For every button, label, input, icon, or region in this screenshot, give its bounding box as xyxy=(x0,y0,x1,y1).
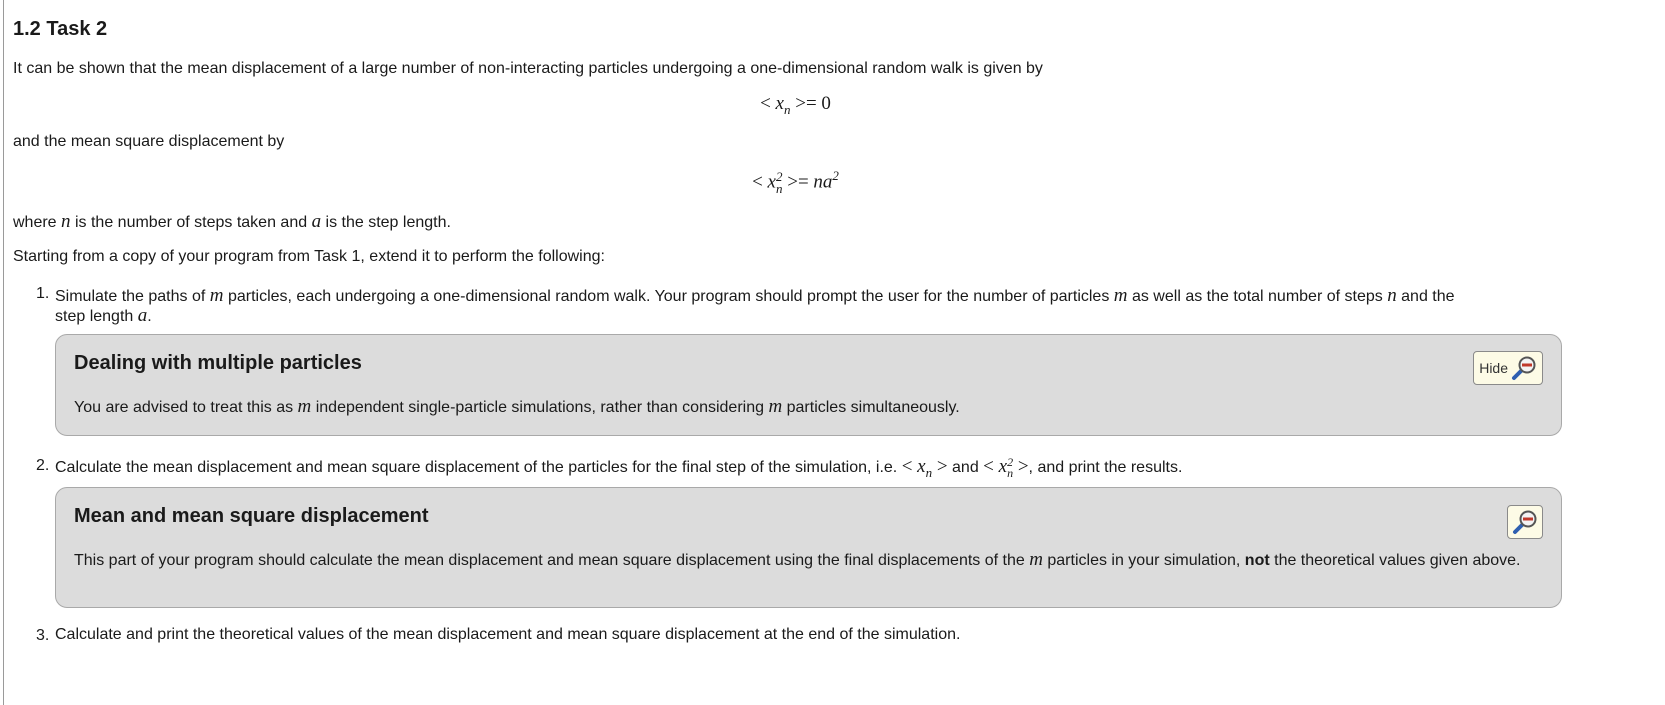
step-2-number: 2. xyxy=(36,457,50,474)
hide-toggle-label: Hide xyxy=(1479,360,1508,376)
equation-mean-displacement: < $x_n >= 0$ xyxy=(760,93,831,117)
mean-square-intro: and the mean square displacement by xyxy=(13,133,285,150)
info-box-title: Mean and mean square displacement xyxy=(74,505,429,527)
show-toggle-button[interactable] xyxy=(1507,505,1543,539)
info-box-title: Dealing with multiple particles xyxy=(74,352,362,374)
info-box-mean-square xyxy=(55,487,1562,608)
info-box-body: This part of your program should calculate the mean displacement and mean square displacement using the final displacements of the m particles in your simulation, not the theoretical values given above. xyxy=(74,549,1521,570)
step-1-line-2: step length a. xyxy=(55,305,152,326)
step-1-line-1: Simulate the paths of m particles, each undergoing a one-dimensional random walk. Your program should prompt the user for the number of particles m as well as the total number of steps n and the xyxy=(55,285,1455,306)
equation-mean-square-displacement: < x 2 n >= $na^2$ xyxy=(752,168,839,196)
info-box-multiple-particles xyxy=(55,334,1562,436)
info-box-body: You are advised to treat this as m independent single-particle simulations, rather than considering m particles simultaneously. xyxy=(74,396,960,417)
intro-paragraph: It can be shown that the mean displacement of a large number of non-interacting particles undergoing a one-dimensional random walk is given by xyxy=(13,60,1043,77)
where-paragraph: where n is the number of steps taken and a is the step length. xyxy=(13,211,451,232)
step-3-number: 3. xyxy=(36,627,50,644)
magnifier-icon xyxy=(1510,354,1538,382)
step-3-text: Calculate and print the theoretical values of the mean displacement and mean square displacement at the end of the simulation. xyxy=(55,626,961,643)
step-2-text: Calculate the mean displacement and mean square displacement of the particles for the final step of the simulation, i.e. < $x_n$ > and < x 2 n >, and print the results. xyxy=(55,454,1183,480)
starting-paragraph: Starting from a copy of your program from Task 1, extend it to perform the following: xyxy=(13,248,605,265)
hide-toggle-button[interactable] xyxy=(1473,351,1543,385)
magnifier-icon xyxy=(1511,508,1539,536)
left-border xyxy=(3,0,4,705)
section-heading: 1.2 Task 2 xyxy=(13,18,108,40)
step-1-number: 1. xyxy=(36,285,50,302)
